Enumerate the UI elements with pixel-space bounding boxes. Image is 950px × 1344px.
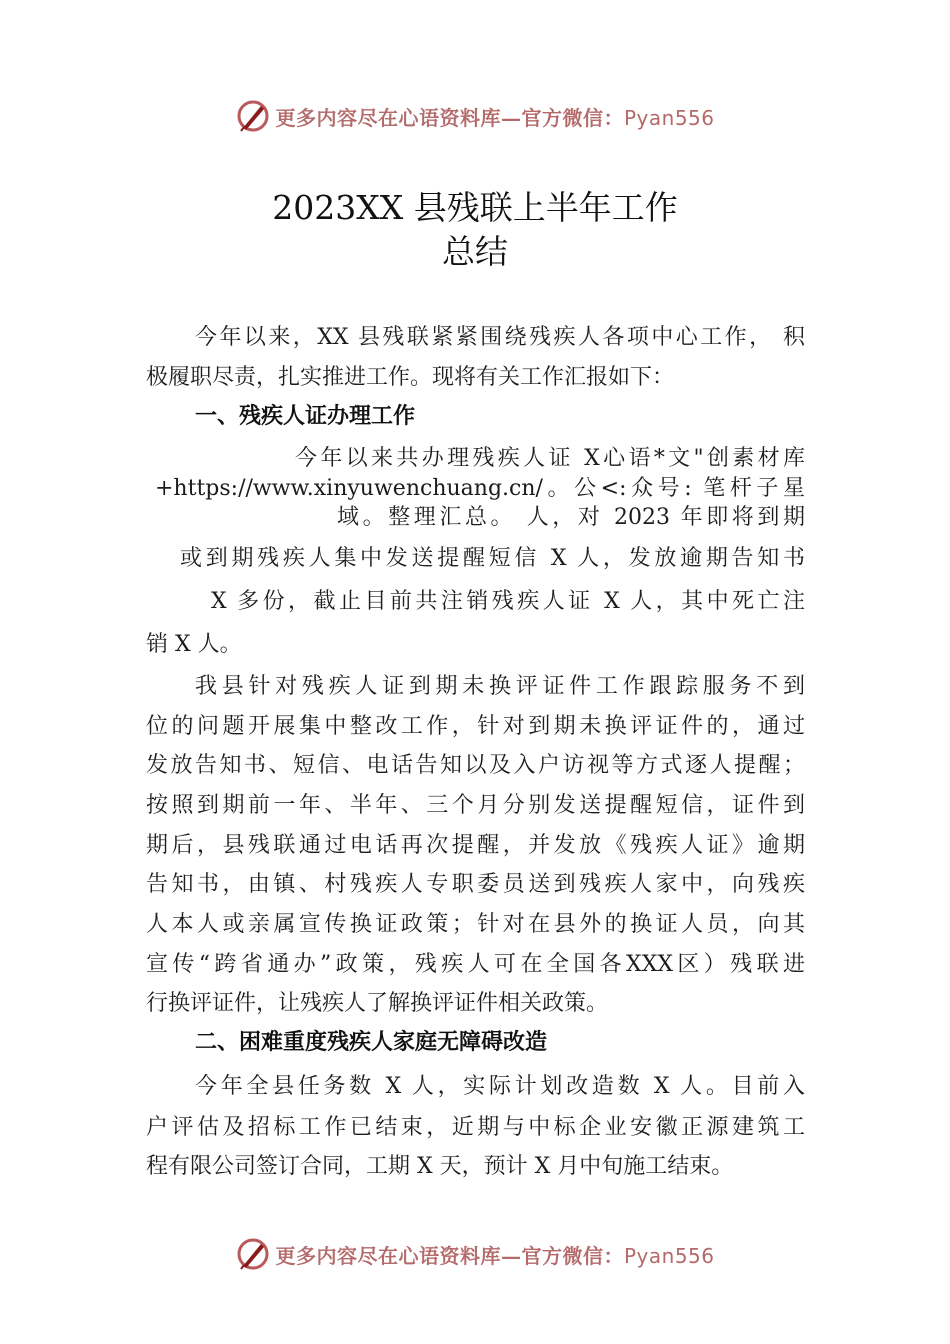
s1-p2-line-2: 位的问题开展集中整改工作，针对到期未换评证件的，通过 — [146, 714, 805, 739]
s1-p2-line-3: 发放告知书、短信、电话告知以及入户访视等方式逐人提醒； — [146, 753, 805, 778]
intro-line-1: 今年以来，XX 县残联紧紧围绕残疾人各项中心工作， 积 — [195, 325, 805, 350]
section-2-heading: 二、困难重度残疾人家庭无障碍改造 — [195, 1030, 548, 1055]
section-1-heading: 一、残疾人证办理工作 — [195, 404, 416, 429]
footer-watermark-banner — [0, 1234, 950, 1274]
intro-line-2: 极履职尽责，扎实推进工作。现将有关工作汇报如下： — [146, 365, 675, 390]
s1-p1-line-1: 今年以来共办理残疾人证 X心语*文"创素材库 — [295, 446, 805, 471]
s1-p2-line-7: 人本人或亲属宣传换证政策；针对在县外的换证人员，向其 — [146, 912, 805, 937]
wechat-id: Pyan556 — [623, 105, 715, 130]
s1-p1-line-6: 销 X 人。 — [146, 632, 242, 657]
title-line-2: 总结 — [442, 232, 508, 271]
quill-logo-icon — [235, 1236, 271, 1272]
s1-p1-line-5: X 多份，截止目前共注销残疾人证 X 人，其中死亡注 — [211, 589, 805, 614]
watermark-text: 更多内容尽在心语资料库—官方微信：Pyan556 — [275, 105, 715, 130]
s1-p2-line-9: 行换评证件，让残疾人了解换评证件相关政策。 — [146, 991, 609, 1016]
s1-p1-line-4: 或到期残疾人集中发送提醒短信 X 人，发放逾期告知书 — [180, 546, 805, 571]
header-watermark-banner — [0, 96, 950, 136]
s2-p1-line-1: 今年全县任务数 X 人，实际计划改造数 X 人。目前入 — [195, 1074, 805, 1099]
s2-p1-line-3: 程有限公司签订合同，工期 X 天，预计 X 月中旬施工结束。 — [146, 1154, 734, 1179]
s1-p2-line-4: 按照到期前一年、半年、三个月分别发送提醒短信，证件到 — [146, 793, 805, 818]
wechat-id: Pyan556 — [623, 1243, 715, 1268]
s1-p2-line-1: 我县针对残疾人证到期未换评证件工作跟踪服务不到 — [195, 674, 805, 699]
s1-p2-line-5: 期后，县残联通过电话再次提醒，并发放《残疾人证》逾期 — [146, 833, 805, 858]
s1-p1-line-2: +https://www.xinyuwenchuang.cn/。公<:众号: 笔杆子星 — [155, 476, 805, 501]
title-line-1: 2023XX 县残联上半年工作 — [272, 188, 678, 227]
s1-p2-line-6: 告知书，由镇、村残疾人专职委员送到残疾人家中，向残疾 — [146, 872, 805, 897]
s1-p2-line-8: 宣传“跨省通办”政策，残疾人可在全国各XXX区）残联进 — [146, 952, 805, 977]
document-title — [0, 186, 950, 274]
s2-p1-line-2: 户评估及招标工作已结束，近期与中标企业安徽正源建筑工 — [146, 1115, 805, 1140]
quill-logo-icon — [235, 98, 271, 134]
s1-p1-line-3: 域。整理汇总。 人，对 2023 年即将到期 — [337, 505, 805, 530]
watermark-text: 更多内容尽在心语资料库—官方微信：Pyan556 — [275, 1243, 715, 1268]
